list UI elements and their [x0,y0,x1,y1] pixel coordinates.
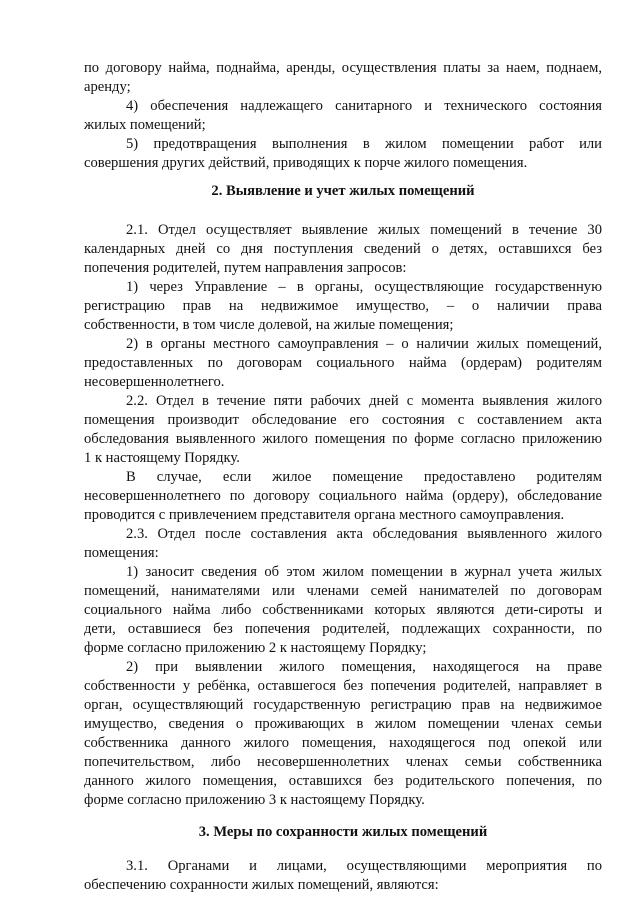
section-heading: 3. Меры по сохранности жилых помещений [198,824,488,840]
text-line: помещения: [84,545,159,561]
text-line: проводится с привлечением представителя органа местного самоуправления. [84,507,565,523]
text-line: дети, оставшиеся без попечения родителей, подлежащих сохранности, по [84,621,602,637]
text-line: по договору найма, поднайма, аренды, осуществления платы за наем, поднаем, [84,60,602,76]
text-line: совершения других действий, приводящих к порче жилого помещения. [84,155,528,171]
text-line: попечительством, либо несовершеннолетних членах семьи собственника [84,754,602,770]
text-line: 1 к настоящему Порядку. [84,450,240,466]
text-line: несовершеннолетнего по договору социального найма (ордеру), обследование [84,488,602,504]
text-line: социального найма либо собственниками которых являются дети-сироты и [84,602,602,618]
text-line: собственности у ребёнка, оставшегося без попечения родителей, направляет в [84,678,602,694]
text-line: 1) через Управление – в органы, осуществляющие государственную [126,279,602,295]
text-line: обеспечению сохранности жилых помещений, являются: [84,877,439,893]
text-line: обследования выявленного жилого помещения по форме согласно приложению [84,431,602,447]
text-line: орган, осуществляющий государственную регистрацию прав на недвижимое [84,697,602,713]
text-line: несовершеннолетнего. [84,374,225,390]
text-line: помещения производит обследование его состояния с составлением акта [84,412,602,428]
text-line: 5) предотвращения выполнения в жилом помещении работ или [126,136,602,152]
section-heading: 2. Выявление и учет жилых помещений [211,183,475,199]
text-line: собственности, в том числе долевой, на жилые помещения; [84,317,454,333]
text-line: В случае, если жилое помещение предоставлено родителям [126,469,602,485]
text-line: 2.1. Отдел осуществляет выявление жилых помещений в течение 30 [126,222,602,238]
text-line: предоставленных по договорам социального найма (ордерам) родителям [84,355,602,371]
text-line: форме согласно приложению 3 к настоящему Порядку. [84,792,425,808]
text-line: 4) обеспечения надлежащего санитарного и технического состояния [126,98,602,114]
text-line: 2) в органы местного самоуправления – о наличии жилых помещений, [126,336,602,352]
text-line: 1) заносит сведения об этом жилом помещении в журнал учета жилых [126,564,602,580]
text-line: попечения родителей, путем направления запросов: [84,260,407,276]
text-line: 3.1. Органами и лицами, осуществляющими мероприятия по [126,858,602,874]
text-line: аренду; [84,79,131,95]
text-line: календарных дней со дня поступления сведений о детях, оставшихся без [84,241,602,257]
text-line: 2) при выявлении жилого помещения, находящегося на праве [126,659,602,675]
text-line: форме согласно приложению 2 к настоящему Порядку; [84,640,427,656]
text-line: регистрацию прав на недвижимое имущество, – о наличии права [84,298,602,314]
text-line: собственника данного жилого помещения, находящегося под опекой или [84,735,602,751]
text-line: помещений, нанимателями или членами семей нанимателей по договорам [84,583,602,599]
text-line: имущество, сведения о проживающих в жилом помещении членах семьи [84,716,602,732]
text-line: данного жилого помещения, оставшихся без родительского попечения, по [84,773,602,789]
text-line: 2.3. Отдел после составления акта обследования выявленного жилого [126,526,602,542]
text-line: 2.2. Отдел в течение пяти рабочих дней с момента выявления жилого [126,393,602,409]
text-line: жилых помещений; [84,117,206,133]
